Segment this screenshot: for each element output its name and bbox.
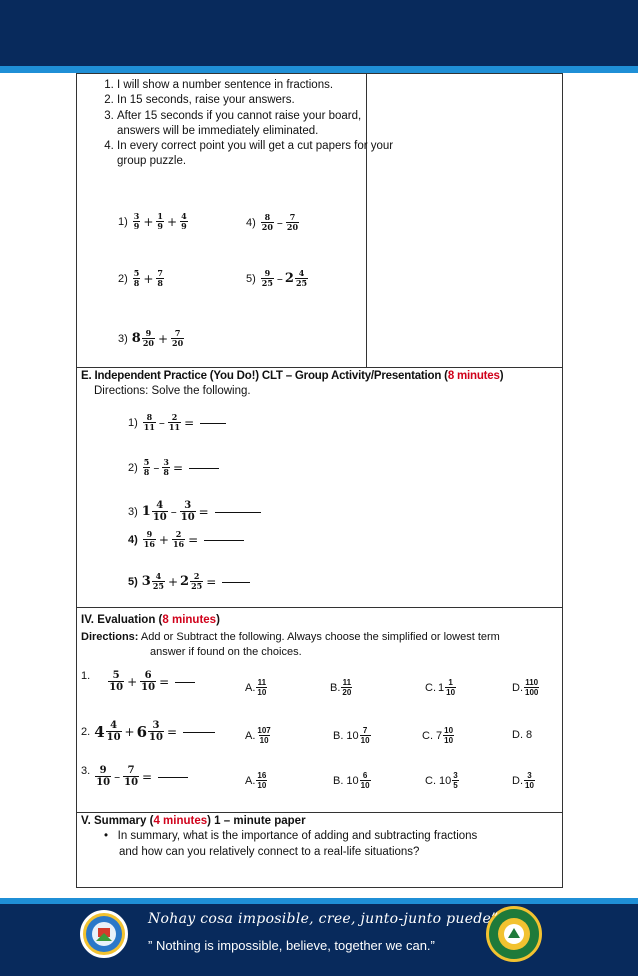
puzzle-item-4: 4) $\frac{8}{20}$ – $\frac{7}{20}$ — [246, 212, 299, 232]
eval-question-3: 3. $\frac{9}{10}$ – $\frac{7}{10}$ = — [81, 765, 188, 788]
answer-blank[interactable] — [183, 731, 215, 733]
footer-motto: Nohay cosa imposible, cree, junto-junto puede” — [148, 911, 499, 927]
answer-blank[interactable] — [215, 511, 261, 513]
bullet-icon: • — [104, 830, 118, 842]
answer-blank[interactable] — [222, 581, 250, 583]
step-item: 2. In 15 seconds, raise your answers. — [117, 93, 402, 108]
q1-choice-b[interactable]: B. $\frac{11}{20}$ — [330, 678, 352, 697]
practice-item-4: 4) $\frac{9}{16}$ + $\frac{2}{16}$ = — [128, 530, 244, 549]
puzzle-item-2: 2) $\frac{5}{8}$ + $\frac{7}{8}$ — [118, 268, 163, 288]
puzzle-item-5: 5) $\frac{9}{25}$ – 2 $\frac{4}{25}$ — [246, 268, 308, 288]
practice-item-2: 2) $\frac{5}{8}$ – $\frac{3}{8}$ = — [128, 458, 219, 477]
answer-blank[interactable] — [200, 422, 226, 424]
header-accent-line — [0, 66, 638, 73]
practice-item-1: 1) $\frac{8}{11}$ – $\frac{2}{11}$ = — [128, 413, 226, 432]
eval-question-1: 1. $\frac{5}{10}$ + $\frac{6}{10}$ = — [81, 670, 195, 693]
step-item: 1. I will show a number sentence in fractions. — [117, 78, 402, 93]
q3-choice-b[interactable]: B. 10 $\frac{6}{10}$ — [333, 771, 370, 790]
answer-blank[interactable] — [189, 467, 219, 469]
summary-bullet-2: and how can you relatively connect to a real-life situations? — [119, 846, 420, 858]
q1-choice-a[interactable]: A. $\frac{11}{10}$ — [245, 678, 267, 697]
q2-choice-d[interactable]: D. 8 — [512, 729, 533, 741]
section-e-directions: Directions: Solve the following. — [94, 385, 251, 397]
step-item: 3. After 15 seconds if you cannot raise your board, answers will be immediately eliminated. — [117, 109, 402, 140]
summary-bullet: • In summary, what is the importance of adding and subtracting fractions — [104, 830, 478, 842]
evaluation-directions-2: answer if found on the choices. — [150, 646, 302, 658]
answer-blank[interactable] — [158, 776, 188, 778]
q2-choice-b[interactable]: B. 10 $\frac{7}{10}$ — [333, 726, 370, 745]
evaluation-title: IV. Evaluation (8 minutes) — [81, 614, 220, 626]
header-band — [0, 0, 638, 66]
practice-item-3: 3) 1 $\frac{4}{10}$ – $\frac{3}{10}$ = — [128, 500, 261, 523]
answer-blank[interactable] — [175, 681, 195, 683]
practice-item-5: 5) 3 $\frac{4}{25}$ + 2 $\frac{2}{25}$ = — [128, 572, 250, 591]
summary-title: V. Summary (4 minutes) 1 – minute paper — [81, 815, 306, 827]
q1-choice-c[interactable]: C. 1 $\frac{1}{10}$ — [425, 678, 456, 697]
section-e-title: E. Independent Practice (You Do!) CLT – Group Activity/Presentation (8 minutes) — [81, 370, 504, 382]
q2-choice-a[interactable]: A. $\frac{107}{10}$ — [245, 726, 271, 745]
puzzle-item-1: 1) $\frac{3}{9}$ + $\frac{1}{9}$ + $\frac{4}{9}$ — [118, 211, 187, 231]
q2-choice-c[interactable]: C. 7 $\frac{10}{10}$ — [422, 726, 454, 745]
q3-choice-a[interactable]: A. $\frac{16}{10}$ — [245, 771, 267, 790]
division-seal-icon — [80, 910, 128, 958]
q3-choice-c[interactable]: C. 10 $\frac{3}{5}$ — [425, 771, 458, 790]
step-item: 4. In every correct point you will get a cut papers for your group puzzle. — [117, 139, 402, 170]
q3-choice-d[interactable]: D. $\frac{3}{10}$ — [512, 771, 534, 790]
evaluation-directions: Directions: Add or Subtract the following. Always choose the simplified or lowest term — [81, 631, 500, 643]
puzzle-item-3: 3) 8 $\frac{9}{20}$ + $\frac{7}{20}$ — [118, 328, 184, 348]
q1-choice-d[interactable]: D. $\frac{110}{100}$ — [512, 678, 539, 697]
eval-question-2: 2. 4 $\frac{4}{10}$ + 6 $\frac{3}{10}$ = — [81, 720, 215, 743]
activity-steps — [85, 78, 402, 170]
footer-motto-english: ” Nothing is impossible, believe, together we can.” — [148, 938, 435, 953]
answer-blank[interactable] — [204, 539, 244, 541]
